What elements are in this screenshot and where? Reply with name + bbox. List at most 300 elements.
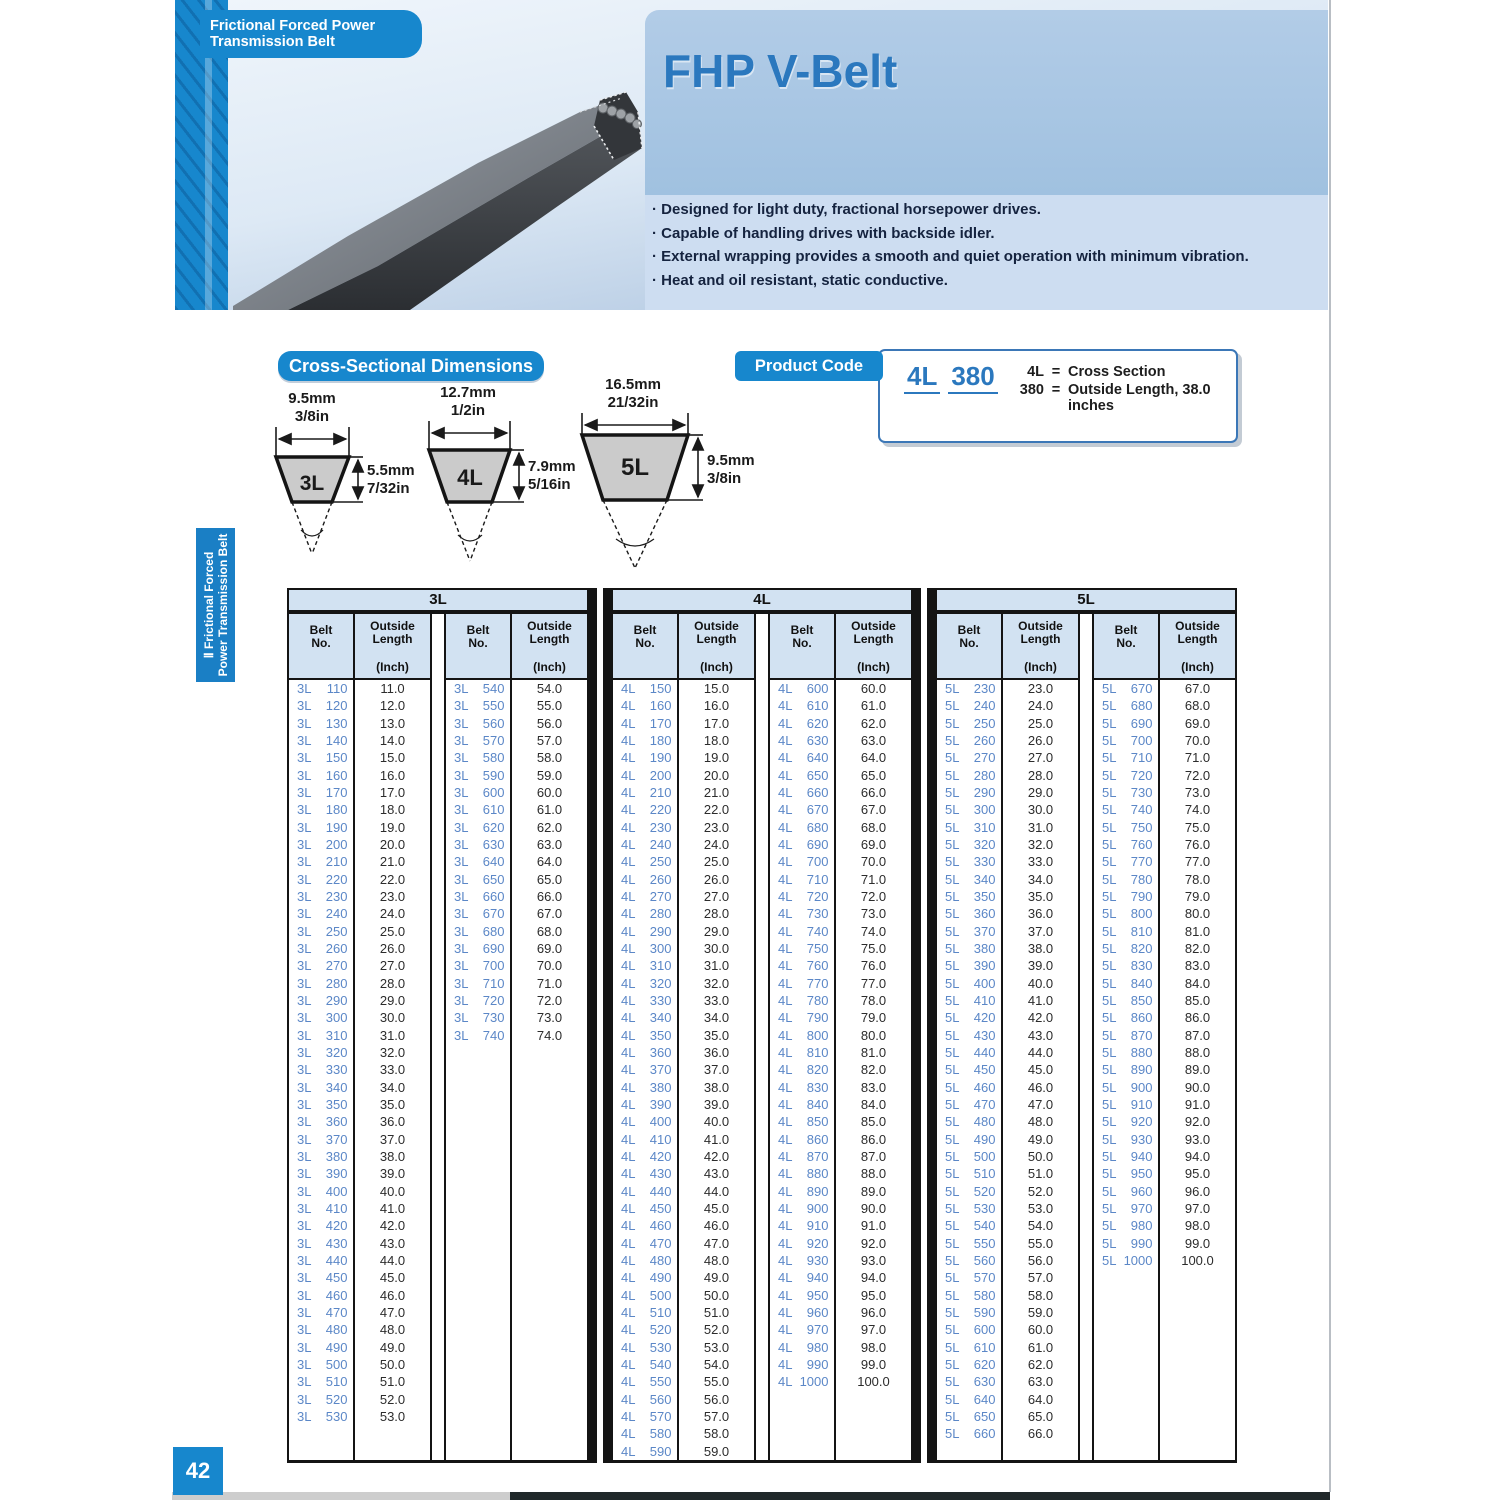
length-cell: 39.0 — [703, 1097, 730, 1113]
belt-no-cell: 5L 500 — [945, 1149, 996, 1165]
belt-no-cell: 3L 460 — [297, 1287, 348, 1303]
belt-no-cell: 5L 850 — [1102, 993, 1153, 1009]
length-cell: 61.0 — [860, 698, 887, 714]
belt-no-cell: 4L 790 — [778, 1010, 829, 1026]
belt-no-cell: 5L 530 — [945, 1201, 996, 1216]
belt-no-cell: 4L 480 — [621, 1252, 672, 1268]
belt-no-cell: 4L 280 — [621, 906, 672, 922]
belt-no-header-line: Belt — [1114, 623, 1138, 637]
length-cell: 31.0 — [379, 1027, 406, 1043]
feature-bullet: · Capable of handling drives with backside idler. — [652, 222, 1317, 246]
length-cell: 51.0 — [703, 1304, 730, 1320]
svg-text:3L: 3L — [299, 472, 325, 495]
belt-no-cell: 4L 710 — [778, 871, 829, 887]
length-header-line: Length — [529, 632, 570, 646]
length-cell: 70.0 — [1184, 733, 1211, 749]
length-cell: 75.0 — [860, 941, 887, 957]
belt-no-cell: 4L 980 — [778, 1339, 829, 1355]
belt-no-cell: 4L 720 — [778, 889, 829, 905]
belt-no-cell: 5L 830 — [1102, 958, 1153, 974]
belt-no-cell: 5L 920 — [1102, 1114, 1153, 1130]
length-cell: 34.0 — [703, 1010, 730, 1026]
length-cell: 70.0 — [536, 958, 563, 974]
belt-no-cell: 4L 180 — [621, 733, 672, 749]
length-unit-line: (Inch) — [376, 660, 409, 674]
length-header-line: Outside — [1018, 619, 1063, 633]
length-cell: 49.0 — [1027, 1131, 1054, 1147]
length-header-lines — [1018, 620, 1063, 646]
belt-no-cell: 5L 400 — [945, 975, 996, 991]
belt-no-cell: 4L 840 — [778, 1097, 829, 1113]
length-cell: 88.0 — [1184, 1045, 1211, 1061]
length-header-lines — [1175, 620, 1220, 646]
belt-no-cell: 3L 280 — [297, 975, 348, 991]
length-cell: 44.0 — [703, 1183, 730, 1199]
length-cell: 75.0 — [1184, 819, 1211, 835]
length-cell: 19.0 — [703, 750, 730, 766]
length-cell: 30.0 — [1027, 802, 1054, 818]
length-header-line: Outside — [370, 619, 415, 633]
length-cell: 26.0 — [1027, 733, 1054, 749]
belt-no-cell: 5L 1000 — [1102, 1252, 1153, 1268]
belt-no-header-line: Belt — [633, 623, 657, 637]
belt-no-cell: 3L 190 — [297, 819, 348, 835]
length-cell: 80.0 — [1184, 906, 1211, 922]
length-column — [1003, 614, 1078, 1460]
length-cell: 78.0 — [860, 993, 887, 1009]
length-cell: 25.0 — [1027, 715, 1054, 731]
length-unit-line: (Inch) — [1181, 660, 1214, 674]
length-cell: 13.0 — [379, 715, 406, 731]
belt-no-cell: 4L 960 — [778, 1304, 829, 1320]
belt-no-cell: 3L 250 — [297, 923, 348, 939]
belt-no-cell: 4L 940 — [778, 1270, 829, 1286]
belt-no-cell: 3L 320 — [297, 1045, 348, 1061]
belt-no-cell: 4L 850 — [778, 1114, 829, 1130]
length-cell: 35.0 — [703, 1027, 730, 1043]
length-cell: 65.0 — [1027, 1408, 1054, 1424]
belt-no-cell: 5L 770 — [1102, 854, 1153, 870]
belt-no-cell: 3L 230 — [297, 889, 348, 905]
length-cell: 34.0 — [1027, 871, 1054, 887]
belt-no-cell: 4L 900 — [778, 1201, 829, 1216]
belt-no-cell: 4L 310 — [621, 958, 672, 974]
belt-no-cell: 4L 270 — [621, 889, 672, 905]
length-cell: 96.0 — [860, 1304, 887, 1320]
belt-no-cell: 3L 270 — [297, 958, 348, 974]
belt-no-cell: 5L 990 — [1102, 1235, 1153, 1251]
belt-no-cell: 4L 290 — [621, 923, 672, 939]
belt-no-cell: 4L 300 — [621, 941, 672, 957]
belt-no-cell: 4L 250 — [621, 854, 672, 870]
length-cell: 57.0 — [703, 1408, 730, 1424]
belt-no-cell: 5L 660 — [945, 1426, 996, 1442]
length-cell: 66.0 — [536, 889, 563, 905]
section-columns — [287, 614, 589, 1463]
belt-no-cell: 4L 520 — [621, 1322, 672, 1338]
belt-no-cell: 3L 440 — [297, 1252, 348, 1268]
length-cell: 74.0 — [536, 1027, 563, 1043]
belt-no-cell: 5L 390 — [945, 958, 996, 974]
length-cell: 28.0 — [379, 975, 406, 991]
belt-no-cell: 3L 120 — [297, 698, 348, 714]
length-cell: 48.0 — [703, 1252, 730, 1268]
belt-no-cell: 3L 290 — [297, 993, 348, 1009]
belt-no-header — [289, 614, 353, 680]
length-cell: 95.0 — [1184, 1166, 1211, 1182]
length-cell: 90.0 — [1184, 1079, 1211, 1095]
length-cell: 52.0 — [1027, 1183, 1054, 1199]
length-cell: 45.0 — [703, 1201, 730, 1216]
length-cell: 49.0 — [379, 1339, 406, 1355]
cross-section-5l — [582, 376, 755, 568]
belt-no-cell: 3L 740 — [454, 1027, 505, 1043]
length-cell: 55.0 — [1027, 1235, 1054, 1251]
belt-no-cell: 4L 700 — [778, 854, 829, 870]
belt-no-cell: 4L 460 — [621, 1218, 672, 1234]
belt-no-cell: 4L 640 — [778, 750, 829, 766]
belt-no-cell: 5L 870 — [1102, 1027, 1153, 1043]
length-cell: 56.0 — [703, 1391, 730, 1407]
belt-no-cell: 4L 610 — [778, 698, 829, 714]
svg-text:3/8in: 3/8in — [294, 408, 330, 425]
belt-no-cell: 5L 620 — [945, 1356, 996, 1372]
length-cell: 22.0 — [379, 871, 406, 887]
belt-no-cell: 4L 330 — [621, 993, 672, 1009]
length-cell: 83.0 — [860, 1079, 887, 1095]
belt-no-cell: 4L 920 — [778, 1235, 829, 1251]
length-header — [512, 614, 587, 680]
length-cell: 52.0 — [379, 1391, 406, 1407]
belt-no-cell: 3L 670 — [454, 906, 505, 922]
length-cell: 94.0 — [860, 1270, 887, 1286]
length-cell: 67.0 — [1184, 681, 1211, 697]
length-cell: 55.0 — [536, 698, 563, 714]
belt-length-pair — [444, 614, 589, 1460]
footer-dark-bar — [510, 1492, 1330, 1500]
belt-no-cell: 5L 460 — [945, 1079, 996, 1095]
length-cell: 29.0 — [703, 923, 730, 939]
length-header-line: Length — [1020, 632, 1061, 646]
belt-no-cell: 3L 330 — [297, 1062, 348, 1078]
length-header — [1003, 614, 1078, 680]
belt-no-cell: 3L 720 — [454, 993, 505, 1009]
belt-no-cell: 4L 730 — [778, 906, 829, 922]
pair-gap — [1080, 614, 1092, 1460]
belt-no-cell: 5L 940 — [1102, 1149, 1153, 1165]
svg-text:21/32in: 21/32in — [607, 394, 659, 411]
belt-no-cell: 4L 970 — [778, 1322, 829, 1338]
belt-no-cell: 4L 750 — [778, 941, 829, 957]
belt-no-cell: 5L 550 — [945, 1235, 996, 1251]
length-cell: 73.0 — [1184, 785, 1211, 801]
length-cell: 83.0 — [1184, 958, 1211, 974]
cross-section-heading: Cross-Sectional Dimensions — [278, 351, 544, 381]
belt-no-cell: 5L 780 — [1102, 871, 1153, 887]
length-cell: 62.0 — [1027, 1356, 1054, 1372]
belt-no-cell: 4L 320 — [621, 975, 672, 991]
length-cell: 66.0 — [1027, 1426, 1054, 1442]
belt-length-pair — [1092, 614, 1237, 1460]
length-cell: 43.0 — [379, 1235, 406, 1251]
length-cell: 64.0 — [1027, 1391, 1054, 1407]
length-cell: 33.0 — [1027, 854, 1054, 870]
feature-bullets — [652, 198, 1317, 292]
belt-no-cell: 4L 660 — [778, 785, 829, 801]
belt-no-cell: 3L 370 — [297, 1131, 348, 1147]
belt-no-cell: 5L 420 — [945, 1010, 996, 1026]
belt-no-cell: 4L 530 — [621, 1339, 672, 1355]
belt-no-cell: 4L 230 — [621, 819, 672, 835]
belt-no-cell: 4L 550 — [621, 1374, 672, 1390]
svg-text:7.9mm: 7.9mm — [528, 458, 576, 475]
belt-no-cell: 3L 640 — [454, 854, 505, 870]
belt-no-header — [1094, 614, 1158, 680]
length-cell: 18.0 — [703, 733, 730, 749]
length-cell: 68.0 — [1184, 698, 1211, 714]
length-cell: 65.0 — [536, 871, 563, 887]
belt-no-cell: 3L 170 — [297, 785, 348, 801]
length-cell: 72.0 — [1184, 767, 1211, 783]
length-cell: 100.0 — [857, 1374, 890, 1390]
length-cell: 31.0 — [1027, 819, 1054, 835]
pair-gap — [756, 614, 768, 1460]
length-cell: 86.0 — [1184, 1010, 1211, 1026]
belt-no-cell: 4L 800 — [778, 1027, 829, 1043]
svg-text:12.7mm: 12.7mm — [440, 384, 496, 401]
belt-no-cell: 4L 890 — [778, 1183, 829, 1199]
belt-no-column — [1094, 614, 1160, 1460]
product-code-box — [878, 349, 1238, 443]
length-column — [836, 614, 911, 1460]
section-header: 5L — [935, 588, 1237, 614]
belt-no-cell: 3L 530 — [297, 1408, 348, 1424]
belt-no-cell: 4L 370 — [621, 1062, 672, 1078]
belt-no-cell: 3L 560 — [454, 715, 505, 731]
belt-no-cell: 4L 170 — [621, 715, 672, 731]
belt-no-cell: 3L 180 — [297, 802, 348, 818]
belt-no-cell: 4L 770 — [778, 975, 829, 991]
belt-no-cell: 4L 880 — [778, 1166, 829, 1182]
pair-gap — [432, 614, 444, 1460]
length-cell: 33.0 — [379, 1062, 406, 1078]
length-cell: 50.0 — [703, 1287, 730, 1303]
belt-no-cell: 5L 670 — [1102, 681, 1153, 697]
belt-no-cell: 5L 510 — [945, 1166, 996, 1182]
length-cell: 11.0 — [380, 681, 405, 697]
belt-no-cell: 3L 600 — [454, 785, 505, 801]
belt-no-cell: 5L 360 — [945, 906, 996, 922]
length-cell: 64.0 — [536, 854, 563, 870]
belt-no-header — [613, 614, 677, 680]
belt-no-header-line: Belt — [957, 623, 981, 637]
length-cell: 44.0 — [379, 1252, 406, 1268]
length-header-lines — [851, 620, 896, 646]
belt-no-cell: 3L 610 — [454, 802, 505, 818]
belt-no-cell: 3L 590 — [454, 767, 505, 783]
length-cell: 90.0 — [860, 1201, 887, 1216]
belt-no-cell: 4L 780 — [778, 993, 829, 1009]
length-cell: 68.0 — [536, 923, 563, 939]
belt-no-cell: 5L 820 — [1102, 941, 1153, 957]
belt-no-header-line: No. — [311, 636, 331, 650]
belt-no-cell: 4L 570 — [621, 1408, 672, 1424]
length-cell: 89.0 — [1184, 1062, 1211, 1078]
belt-no-cell: 5L 440 — [945, 1045, 996, 1061]
belt-no-cell: 3L 420 — [297, 1218, 348, 1234]
length-cell: 84.0 — [860, 1097, 887, 1113]
belt-no-cell: 3L 390 — [297, 1166, 348, 1182]
explanation-equals: = — [1051, 382, 1061, 398]
belt-no-column — [613, 614, 679, 1460]
length-cell: 16.0 — [703, 698, 730, 714]
svg-text:1/2in: 1/2in — [450, 402, 486, 419]
length-cell: 17.0 — [379, 785, 406, 801]
belt-no-cell: 5L 640 — [945, 1391, 996, 1407]
belt-no-header — [446, 614, 510, 680]
belt-no-cell: 5L 960 — [1102, 1183, 1153, 1199]
belt-no-cell: 4L 690 — [778, 837, 829, 853]
length-cell: 20.0 — [379, 837, 406, 853]
length-cell: 72.0 — [860, 889, 887, 905]
belt-no-cell: 5L 290 — [945, 785, 996, 801]
product-code-explanation — [1008, 364, 1236, 414]
page-right-edge — [1329, 0, 1331, 1492]
length-cell: 42.0 — [703, 1149, 730, 1165]
belt-no-cell: 3L 680 — [454, 923, 505, 939]
length-cell: 89.0 — [860, 1183, 887, 1199]
belt-length-pair — [768, 614, 913, 1460]
length-cell: 71.0 — [536, 975, 563, 991]
length-header-line: Length — [372, 632, 413, 646]
belt-no-cell: 3L 300 — [297, 1010, 348, 1026]
belt-no-cell: 4L 500 — [621, 1287, 672, 1303]
belt-no-cell: 3L 350 — [297, 1097, 348, 1113]
length-cell: 51.0 — [379, 1374, 406, 1390]
length-cell: 88.0 — [860, 1166, 887, 1182]
belt-no-cell: 5L 310 — [945, 819, 996, 835]
length-cell: 41.0 — [379, 1201, 406, 1216]
length-cell: 27.0 — [703, 889, 730, 905]
belt-no-cell: 3L 130 — [297, 715, 348, 731]
title-band — [645, 10, 1328, 195]
belt-no-cell: 5L 320 — [945, 837, 996, 853]
belt-no-cell: 4L 510 — [621, 1304, 672, 1320]
belt-no-header — [770, 614, 834, 680]
belt-no-cell: 5L 380 — [945, 941, 996, 957]
belt-no-header-line: No. — [635, 636, 655, 650]
belt-no-cell: 4L 950 — [778, 1287, 829, 1303]
length-header — [679, 614, 754, 680]
belt-no-cell: 5L 860 — [1102, 1010, 1153, 1026]
belt-length-pair — [935, 614, 1080, 1460]
belt-no-cell: 4L 760 — [778, 958, 829, 974]
belt-no-cell: 5L 900 — [1102, 1079, 1153, 1095]
belt-no-cell: 3L 310 — [297, 1027, 348, 1043]
length-cell: 22.0 — [703, 802, 730, 818]
length-cell: 91.0 — [1184, 1097, 1211, 1113]
svg-text:16.5mm: 16.5mm — [605, 376, 661, 393]
length-header-lines — [527, 620, 572, 646]
belt-no-cell: 5L 260 — [945, 733, 996, 749]
length-cell: 15.0 — [703, 681, 730, 697]
belt-no-cell: 5L 910 — [1102, 1097, 1153, 1113]
belt-no-cell: 3L 570 — [454, 733, 505, 749]
belt-no-cell: 4L 410 — [621, 1131, 672, 1147]
length-header-line: Length — [696, 632, 737, 646]
length-cell: 84.0 — [1184, 975, 1211, 991]
belt-no-cell: 4L 390 — [621, 1097, 672, 1113]
belt-no-cell: 3L 410 — [297, 1201, 348, 1216]
length-cell: 74.0 — [1184, 802, 1211, 818]
length-cell: 38.0 — [703, 1079, 730, 1095]
length-cell: 81.0 — [1184, 923, 1211, 939]
length-cell: 62.0 — [536, 819, 563, 835]
belt-no-cell: 3L 210 — [297, 854, 348, 870]
corner-series-badge-line1: Frictional Forced Power — [210, 18, 376, 34]
length-cell: 56.0 — [1027, 1252, 1054, 1268]
length-cell: 54.0 — [1027, 1218, 1054, 1234]
length-column — [1160, 614, 1235, 1460]
length-cell: 95.0 — [860, 1287, 887, 1303]
length-cell: 38.0 — [1027, 941, 1054, 957]
length-cell: 77.0 — [1184, 854, 1211, 870]
belt-no-column — [289, 614, 355, 1460]
belt-no-cell: 3L 490 — [297, 1339, 348, 1355]
length-cell: 21.0 — [703, 785, 730, 801]
length-cell: 43.0 — [1027, 1027, 1054, 1043]
svg-text:9.5mm: 9.5mm — [707, 452, 755, 469]
length-cell: 36.0 — [1027, 906, 1054, 922]
belt-no-cell: 5L 470 — [945, 1097, 996, 1113]
length-header-line: Outside — [527, 619, 572, 633]
product-code-cross-section: 4L — [904, 361, 940, 394]
length-cell: 65.0 — [860, 767, 887, 783]
length-cell: 40.0 — [1027, 975, 1054, 991]
length-cell: 36.0 — [379, 1114, 406, 1130]
length-cell: 23.0 — [1027, 681, 1054, 697]
length-cell: 87.0 — [1184, 1027, 1211, 1043]
belt-no-cell: 3L 630 — [454, 837, 505, 853]
belt-no-header-line: Belt — [309, 623, 333, 637]
section-header: 4L — [611, 588, 913, 614]
belt-no-cell: 3L 480 — [297, 1322, 348, 1338]
length-cell: 98.0 — [860, 1339, 887, 1355]
feature-bullet: · Heat and oil resistant, static conductive. — [652, 269, 1317, 293]
length-cell: 20.0 — [703, 767, 730, 783]
belt-no-cell: 3L 430 — [297, 1235, 348, 1251]
belt-no-cell: 4L 220 — [621, 802, 672, 818]
belt-no-header-line: Belt — [790, 623, 814, 637]
belt-no-cell: 4L 580 — [621, 1426, 672, 1442]
cross-section-diagram — [250, 375, 790, 590]
belt-no-cell: 4L 870 — [778, 1149, 829, 1165]
belt-no-cell: 5L 740 — [1102, 802, 1153, 818]
belt-no-cell: 4L 430 — [621, 1166, 672, 1182]
length-cell: 44.0 — [1027, 1045, 1054, 1061]
length-header-lines — [694, 620, 739, 646]
length-cell: 53.0 — [703, 1339, 730, 1355]
length-cell: 39.0 — [379, 1166, 406, 1182]
length-cell: 47.0 — [703, 1235, 730, 1251]
svg-text:7/32in: 7/32in — [367, 480, 410, 497]
length-cell: 12.0 — [379, 698, 406, 714]
belt-no-cell: 4L 990 — [778, 1356, 829, 1372]
length-cell: 92.0 — [860, 1235, 887, 1251]
belt-no-cell: 3L 260 — [297, 941, 348, 957]
length-unit-line: (Inch) — [857, 660, 890, 674]
belt-no-cell: 5L 690 — [1102, 715, 1153, 731]
